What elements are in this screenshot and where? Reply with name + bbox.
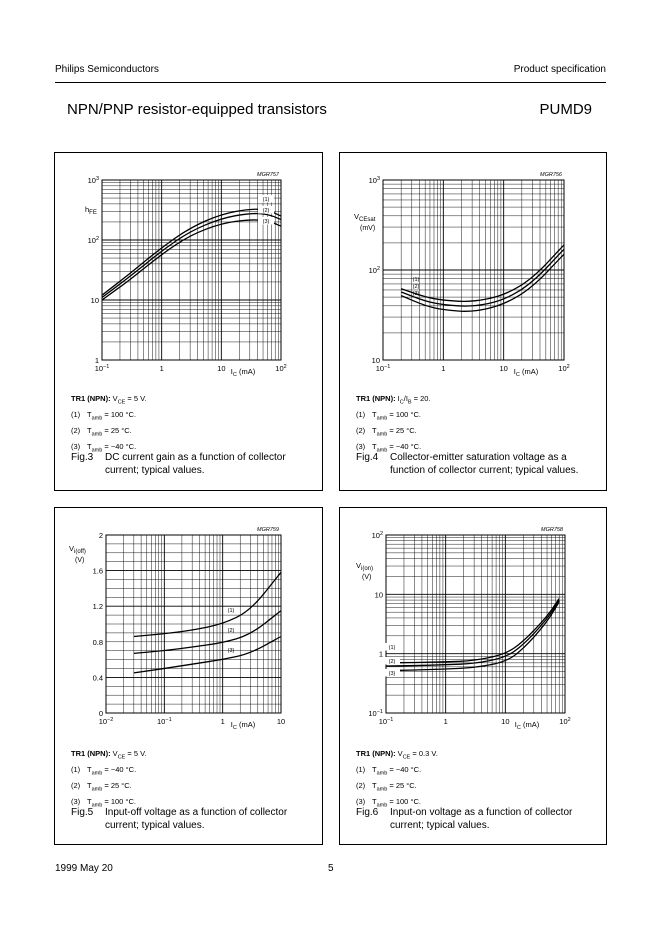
fig6-x-tick-label: 1	[443, 717, 448, 726]
fig6-grid	[386, 535, 565, 713]
fig6-y-tick-label: $10^{-1}$	[368, 709, 383, 718]
condition-row: (2) $T_{amb} = 25$ °C.	[356, 781, 417, 793]
fig3-curve-label-2	[258, 206, 274, 214]
fig3-y-label: $h_{FE}$	[85, 205, 97, 216]
condition-row: (1) $T_{amb} = -40$ °C.	[356, 765, 422, 777]
condition-row: (3) $T_{amb} = 100$ °C.	[356, 797, 421, 809]
fig3-grid	[102, 180, 281, 360]
condition-row: (3) $T_{amb} = -40$ °C.	[71, 442, 137, 454]
caption-line-2: function of collector current; typical values.	[390, 465, 579, 476]
svg-text:(1): (1)	[262, 197, 270, 203]
fig6-caption	[356, 806, 572, 832]
fig4-x-tick-label: $10^{-1}$	[375, 364, 391, 373]
fig3-curve-label-3	[258, 217, 274, 225]
condition-row: (3) $T_{amb} = -40$ °C.	[356, 442, 422, 454]
fig6-curve-label-1	[384, 643, 400, 651]
caption-line-1: DC current gain as a function of collector	[105, 452, 286, 463]
fig3-code: MGR757	[256, 172, 279, 178]
svg-text:(3): (3)	[227, 648, 235, 654]
caption-line-2: current; typical values.	[105, 820, 205, 831]
fig6-conditions: TR1 (NPN): $V_{CE} = 0.3$ V. (1) $T_{amb} = -40$ °C. (2) $T_{amb} = 25$ °C. (3) $T_{amb} = 100$ °C.	[356, 748, 438, 812]
header-company: Philips Semiconductors	[55, 64, 159, 75]
fig5-curve-2	[134, 611, 281, 654]
fig5-caption	[71, 806, 287, 832]
part-number: PUMD9	[539, 101, 592, 118]
svg-text:(1): (1)	[412, 277, 420, 283]
condition-row: (2) $T_{amb} = 25$ °C.	[356, 426, 417, 438]
svg-text:(1): (1)	[227, 608, 235, 614]
fig5-y-tick-label: 1.6	[92, 566, 103, 576]
fig5-y-tick-label: 0.4	[92, 673, 103, 683]
fig3-y-tick-label: $10^2$	[87, 236, 99, 245]
fig6-y-tick-label: 10	[374, 590, 383, 600]
fig6-x-label: $I_C$ (mA)	[514, 720, 540, 731]
fig5-conditions: TR1 (NPN): $V_{CE} = 5$ V. (1) $T_{amb} = -40$ °C. (2) $T_{amb} = 25$ °C. (3) $T_{amb} = 100$ °C.	[71, 748, 147, 812]
fig4-caption	[356, 451, 578, 477]
header-rule	[55, 82, 606, 83]
fig5-curve-label-2	[228, 628, 235, 634]
fig3-curve-label-1	[258, 195, 274, 203]
fig5-y-tick-label: 2	[98, 531, 103, 540]
caption-line-2: current; typical values.	[390, 820, 490, 831]
caption-line-1: Input-on voltage as a function of collector	[390, 807, 573, 818]
fig3-x-tick-label: $10^{-1}$	[94, 364, 110, 373]
fig4-code: MGR756	[539, 172, 562, 178]
fig4-curve-label-2	[413, 284, 420, 290]
svg-text:(2): (2)	[227, 628, 235, 634]
fig5-curve-label-3	[228, 648, 235, 654]
caption-line-1: Input-off voltage as a function of collector	[105, 807, 288, 818]
condition-row: (1) $T_{amb} = 100$ °C.	[71, 410, 136, 422]
fig4-x-tick-label: $10^2$	[558, 364, 570, 373]
footer-date: 1999 May 20	[55, 863, 113, 874]
fig4-curve-3	[401, 254, 564, 311]
fig5-x-tick-label: $10^{-2}$	[98, 717, 114, 726]
fig5-x-tick-label: $10^{-1}$	[157, 717, 172, 726]
fig4-grid	[383, 180, 564, 360]
condition-row: (2) $T_{amb} = 25$ °C.	[71, 426, 132, 438]
figure-4-panel	[339, 152, 607, 491]
svg-text:(1): (1)	[388, 645, 396, 651]
fig3-frame	[102, 180, 281, 360]
figure-3-panel	[54, 152, 323, 491]
fig4-plot	[340, 153, 606, 383]
fig3-curve-2	[102, 214, 281, 298]
fig4-curve-1	[401, 245, 564, 301]
fig6-y-label: $V_{i(on)}$	[356, 561, 374, 572]
fig5-grid	[106, 535, 281, 713]
fig6-x-tick-label: $10^2$	[559, 717, 571, 726]
fig4-conditions: TR1 (NPN): $I_C/I_B = 20$. (1) $T_{amb} = 100$ °C. (2) $T_{amb} = 25$ °C. (3) $T_{amb} = -40$ °C.	[356, 393, 431, 457]
fig5-y-label: $V_{i(off)}$	[69, 544, 86, 555]
figure-number: Fig.5	[71, 807, 94, 818]
fig3-conditions: TR1 (NPN): $V_{CE} = 5$ V. (1) $T_{amb} = 100$ °C. (2) $T_{amb} = 25$ °C. (3) $T_{amb} = -40$ °C.	[71, 393, 147, 457]
condition-row: (2) $T_{amb} = 25$ °C.	[71, 781, 132, 793]
fig3-y-tick-label: $10^3$	[87, 176, 99, 185]
fig4-curve-2	[401, 249, 564, 306]
fig6-x-tick-label: $10^{-1}$	[378, 717, 394, 726]
figure-5-panel	[54, 507, 323, 845]
fig3-y-tick-label: 1	[94, 356, 99, 365]
fig5-y-tick-label: 0	[98, 709, 103, 718]
svg-text:(2): (2)	[262, 208, 270, 214]
fig5-y-unit: (V)	[75, 557, 85, 564]
fig6-y-tick-label: 1	[378, 649, 383, 659]
fig5-x-tick-label: 1	[220, 717, 225, 726]
fig4-x-label: $I_C$ (mA)	[513, 367, 539, 378]
fig6-plot	[340, 508, 606, 738]
caption-line-1: Collector-emitter saturation voltage as a	[390, 452, 567, 463]
fig4-x-tick-label: 10	[499, 364, 508, 373]
fig5-x-tick-label: 10	[276, 717, 286, 726]
fig6-frame	[386, 535, 565, 713]
fig4-x-tick-label: 1	[441, 364, 446, 373]
svg-text:(3): (3)	[388, 671, 396, 677]
condition-row: (1) $T_{amb} = -40$ °C.	[71, 765, 137, 777]
svg-text:(2): (2)	[412, 284, 420, 290]
fig5-plot	[55, 508, 322, 738]
svg-text:(3): (3)	[412, 291, 420, 297]
fig5-curve-1	[134, 572, 281, 636]
fig4-curve-label-3	[413, 291, 420, 297]
fig5-y-tick-label: 1.2	[92, 602, 103, 612]
fig4-y-label: $V_{CEsat}$	[354, 212, 376, 223]
fig4-y-tick-label: $10^3$	[368, 176, 380, 185]
svg-text:(2): (2)	[388, 659, 396, 665]
figure-number: Fig.4	[356, 452, 379, 463]
figure-6-panel	[339, 507, 607, 845]
fig6-curve-label-2	[384, 657, 400, 665]
fig3-plot	[55, 153, 322, 383]
fig5-x-label: $I_C$ (mA)	[230, 720, 256, 731]
fig3-y-tick-label: 10	[90, 296, 99, 305]
fig4-y-unit: (mV)	[360, 225, 376, 232]
condition-row: (1) $T_{amb} = 100$ °C.	[356, 410, 421, 422]
fig6-code: MGR758	[540, 527, 563, 533]
condition-row: (3) $T_{amb} = 100$ °C.	[71, 797, 136, 809]
fig5-code: MGR759	[256, 527, 279, 533]
header-doc-type: Product specification	[513, 64, 606, 75]
svg-text:(3): (3)	[262, 219, 270, 225]
fig4-y-tick-label: $10^2$	[368, 266, 380, 275]
footer-page-number: 5	[328, 863, 334, 874]
fig3-x-tick-label: 10	[217, 364, 226, 373]
fig5-y-tick-label: 0.8	[92, 637, 103, 647]
fig3-x-tick-label: 1	[159, 364, 164, 373]
fig6-y-tick-label: $10^2$	[371, 531, 383, 540]
caption-line-2: current; typical values.	[105, 465, 205, 476]
fig6-y-unit: (V)	[362, 574, 372, 581]
fig6-curve-label-3	[384, 669, 400, 677]
fig3-x-tick-label: $10^2$	[275, 364, 287, 373]
fig3-x-label: $I_C$ (mA)	[230, 367, 256, 378]
figure-number: Fig.6	[356, 807, 379, 818]
fig4-curve-label-1	[413, 277, 420, 283]
fig5-curve-label-1	[228, 608, 235, 614]
fig6-curve-2	[386, 600, 559, 666]
fig3-caption	[71, 451, 286, 477]
page-title: NPN/PNP resistor-equipped transistors	[67, 101, 327, 118]
fig4-y-tick-label: 10	[371, 356, 380, 365]
figure-number: Fig.3	[71, 452, 94, 463]
fig6-x-tick-label: 10	[501, 717, 510, 726]
